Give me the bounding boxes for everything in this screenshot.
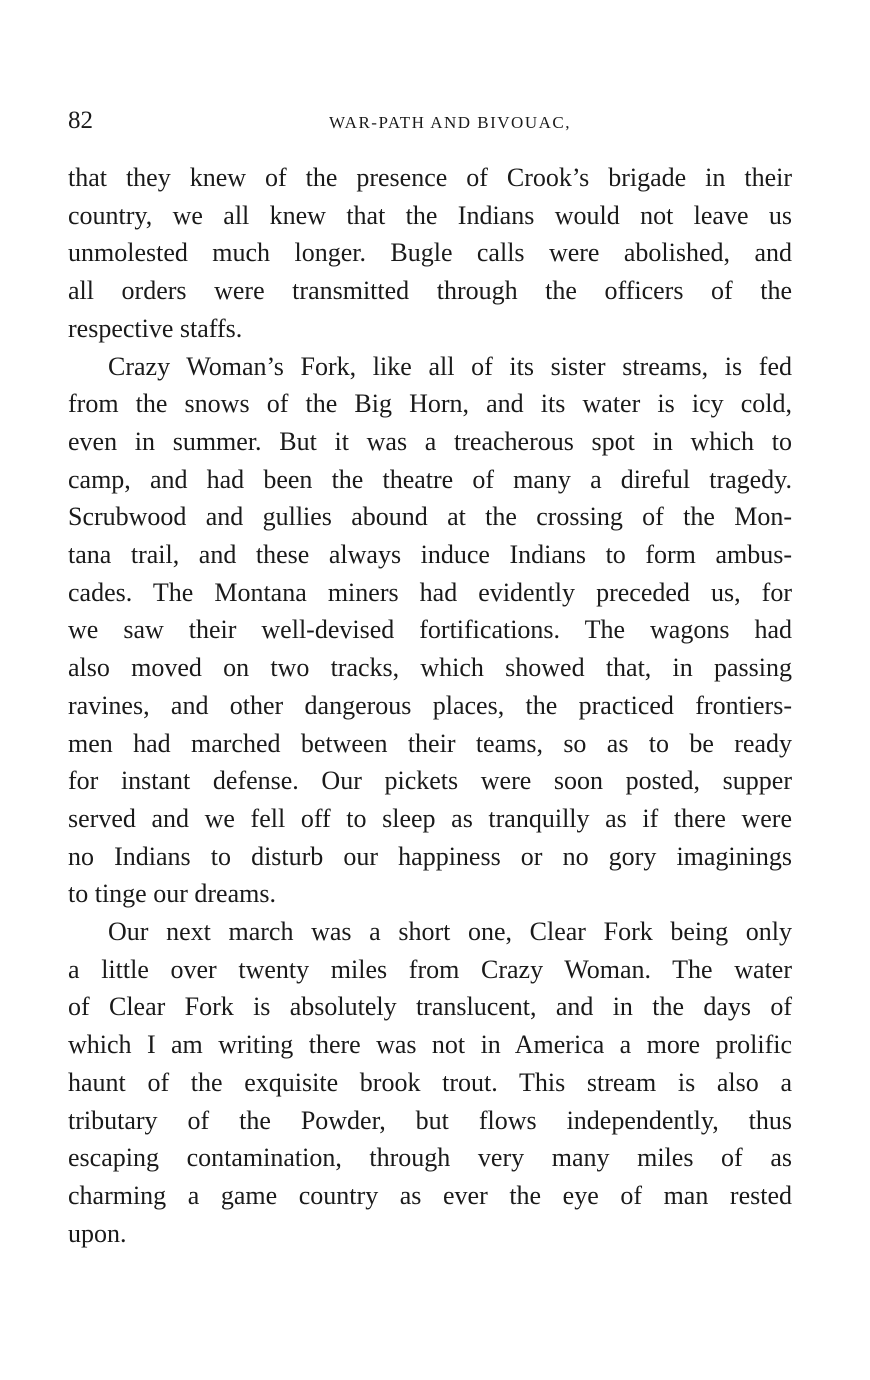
- text-line: charming a game country as ever the eye of man rested: [68, 1180, 792, 1210]
- text-line: served and we fell off to sleep as tranquilly as if there were: [68, 803, 792, 833]
- text-line: country, we all knew that the Indians would not leave us: [68, 200, 792, 230]
- text-line: upon.: [68, 1218, 127, 1248]
- paragraph-3: [68, 913, 792, 1252]
- paragraph-1: [68, 159, 792, 348]
- running-head: WAR-PATH AND BIVOUAC,: [329, 113, 571, 132]
- text-line: haunt of the exquisite brook trout. This stream is also a: [68, 1067, 792, 1097]
- text-line: no Indians to disturb our happiness or no gory imaginings: [68, 841, 792, 871]
- page-header: [68, 106, 792, 136]
- text-line: also moved on two tracks, which showed that, in passing: [68, 653, 792, 683]
- text-line: respective staffs.: [68, 313, 243, 343]
- text-line: ravines, and other dangerous places, the practiced frontiers-: [68, 690, 792, 720]
- text-line: to tinge our dreams.: [68, 879, 276, 909]
- text-line: Our next march was a short one, Clear Fork being only: [108, 917, 792, 947]
- text-line: for instant defense. Our pickets were soon posted, supper: [68, 766, 792, 796]
- text-line: which I am writing there was not in America a more prolific: [68, 1030, 792, 1060]
- text-line: from the snows of the Big Horn, and its water is icy cold,: [68, 389, 792, 419]
- text-line: tana trail, and these always induce Indians to form ambus-: [68, 540, 792, 570]
- text-line: unmolested much longer. Bugle calls were abolished, and: [68, 238, 792, 268]
- page-number: 82: [68, 107, 93, 134]
- text-line: even in summer. But it was a treacherous spot in which to: [68, 426, 792, 456]
- text-line: men had marched between their teams, so as to be ready: [68, 728, 792, 758]
- text-line: all orders were transmitted through the officers of the: [68, 276, 792, 306]
- text-line: that they knew of the presence of Crook’s brigade in their: [68, 163, 792, 192]
- text-line: Scrubwood and gullies abound at the crossing of the Mon-: [68, 502, 792, 532]
- text-line: a little over twenty miles from Crazy Woman. The water: [68, 954, 792, 984]
- text-line: of Clear Fork is absolutely translucent, and in the days of: [68, 992, 792, 1022]
- text-line: camp, and had been the theatre of many a direful tragedy.: [68, 464, 792, 494]
- body-text: [68, 159, 792, 1252]
- text-line: tributary of the Powder, but flows independently, thus: [68, 1105, 792, 1135]
- text-line: we saw their well-devised fortifications. The wagons had: [68, 615, 792, 645]
- text-line: Crazy Woman’s Fork, like all of its sister streams, is fed: [108, 351, 792, 381]
- text-line: cades. The Montana miners had evidently preceded us, for: [68, 577, 792, 607]
- paragraph-2: [68, 348, 792, 914]
- text-line: escaping contamination, through very many miles of as: [68, 1143, 792, 1173]
